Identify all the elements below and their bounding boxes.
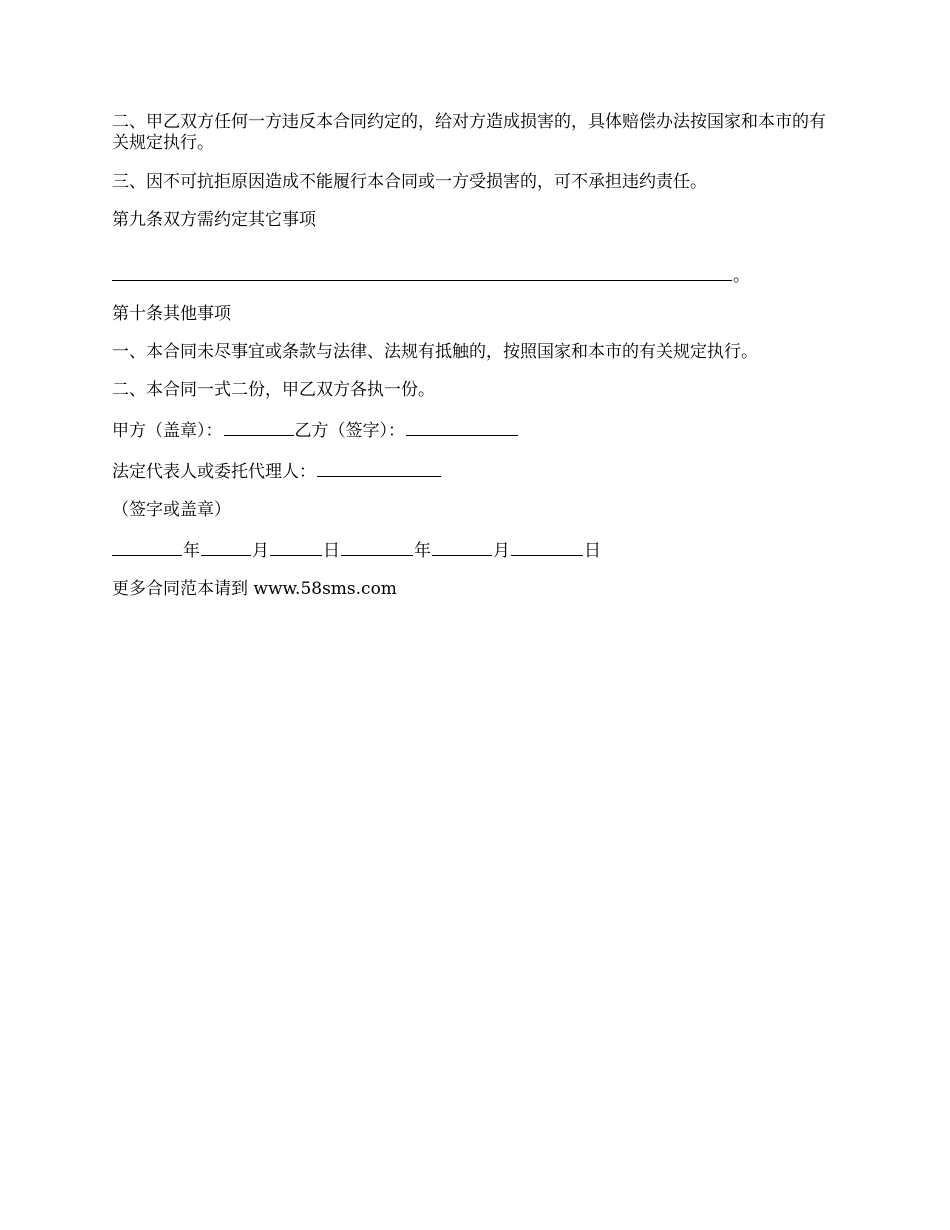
clause-3: 三、因不可抗拒原因造成不能履行本合同或一方受损害的，可不承担违约责任。 xyxy=(112,172,707,192)
date-year-label-2: 年 xyxy=(414,541,431,561)
date-year-blank-1[interactable] xyxy=(112,538,182,556)
article-10-item-1: 一、本合同未尽事宜或条款与法律、法规有抵触的，按照国家和本市的有关规定执行。 xyxy=(112,342,758,362)
party-a-blank[interactable] xyxy=(224,418,294,436)
legal-rep-line xyxy=(112,459,842,483)
date-month-label-1: 月 xyxy=(252,541,269,561)
article-9-end: 。 xyxy=(733,266,750,286)
document-page xyxy=(112,112,842,617)
footer-link-text: 更多合同范本请到 www.58sms.com xyxy=(112,579,397,599)
date-year-label-1: 年 xyxy=(183,541,200,561)
date-day-label-2: 日 xyxy=(584,541,601,561)
party-b-label: 乙方（签字）： xyxy=(294,421,405,441)
signature-line xyxy=(112,418,842,442)
article-9-fill-line xyxy=(112,263,842,287)
article-9-blank[interactable] xyxy=(112,263,732,281)
date-day-blank-2[interactable] xyxy=(511,538,583,556)
article-9-title: 第九条双方需约定其它事项 xyxy=(112,210,316,230)
legal-rep-label: 法定代表人或委托代理人： xyxy=(112,462,316,482)
date-month-label-2: 月 xyxy=(493,541,510,561)
date-line xyxy=(112,538,842,562)
date-year-blank-2[interactable] xyxy=(341,538,413,556)
date-day-blank-1[interactable] xyxy=(270,538,322,556)
date-month-blank-1[interactable] xyxy=(201,538,251,556)
sign-note: （签字或盖章） xyxy=(112,500,231,520)
date-month-blank-2[interactable] xyxy=(432,538,492,556)
legal-rep-blank[interactable] xyxy=(317,459,441,477)
article-10-item-2: 二、本合同一式二份，甲乙双方各执一份。 xyxy=(112,380,435,400)
article-10-title: 第十条其他事项 xyxy=(112,304,231,324)
date-day-label-1: 日 xyxy=(323,541,340,561)
party-b-blank[interactable] xyxy=(406,418,518,436)
clause-2: 二、甲乙双方任何一方违反本合同约定的，给对方造成损害的，具体赔偿办法按国家和本市的有关规定执行。 xyxy=(112,112,826,153)
party-a-label: 甲方（盖章）： xyxy=(112,421,223,441)
